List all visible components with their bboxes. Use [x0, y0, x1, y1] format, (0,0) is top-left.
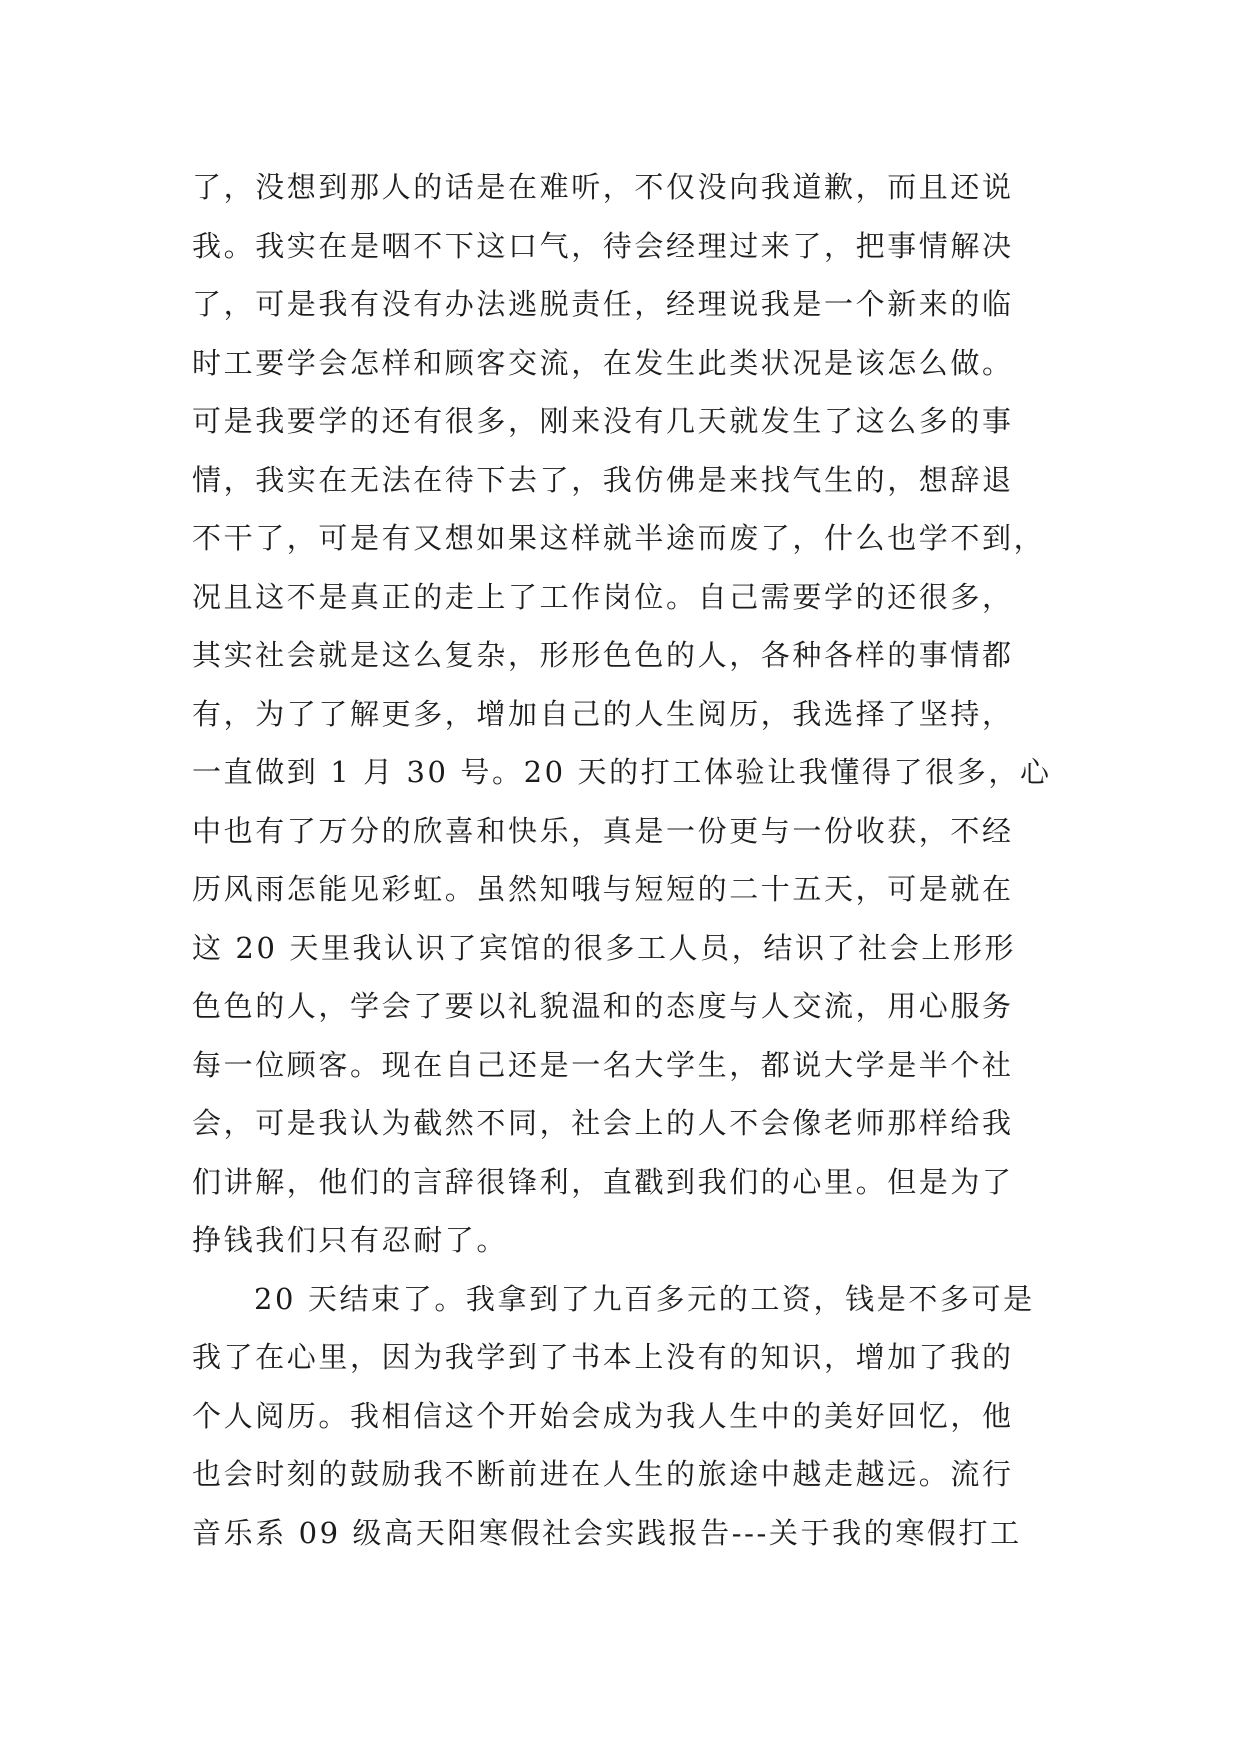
text-line: 有，为了了解更多，增加自己的人生阅历，我选择了坚持， [192, 696, 1014, 731]
text-line: 况且这不是真正的走上了工作岗位。自己需要学的还很多， [192, 579, 1014, 614]
text-line: 情，我实在无法在待下去了，我仿佛是来找气生的，想辞退 [192, 462, 1014, 497]
text-line: 也会时刻的鼓励我不断前进在人生的旅途中越走越远。流行 [192, 1457, 1014, 1491]
text-line: 我了在心里，因为我学到了书本上没有的知识，增加了我的 [192, 1340, 1014, 1374]
text-line: 可是我要学的还有很多，刚来没有几天就发生了这么多的事 [192, 404, 1014, 438]
text-line: 们讲解，他们的言辞很锋利，直戳到我们的心里。但是为了 [192, 1164, 1014, 1199]
text-line: 挣钱我们只有忍耐了。 [192, 1223, 509, 1257]
paragraph-start-line: 20 天结束了。我拿到了九百多元的工资，钱是不多可是 [254, 1281, 1035, 1316]
body-text [192, 158, 1072, 1562]
text-line: 音乐系 09 级高天阳寒假社会实践报告---关于我的寒假打工 [192, 1515, 1022, 1550]
text-line: 历风雨怎能见彩虹。虽然知哦与短短的二十五天，可是就在 [192, 872, 1014, 906]
text-line: 这 20 天里我认识了宾馆的很多工人员，结识了社会上形形 [192, 930, 1017, 965]
text-line: 色色的人，学会了要以礼貌温和的态度与人交流，用心服务 [192, 989, 1014, 1023]
text-line: 其实社会就是这么复杂，形形色色的人，各种各样的事情都 [192, 638, 1014, 672]
text-line: 我。我实在是咽不下这口气，待会经理过来了，把事情解决 [192, 228, 1014, 263]
text-line: 中也有了万分的欣喜和快乐，真是一份更与一份收获，不经 [192, 813, 1014, 848]
text-line: 个人阅历。我相信这个开始会成为我人生中的美好回忆，他 [192, 1398, 1014, 1433]
text-line: 每一位顾客。现在自己还是一名大学生，都说大学是半个社 [192, 1047, 1014, 1082]
text-line: 了，可是我有没有办法逃脱责任，经理说我是一个新来的临 [192, 287, 1014, 321]
text-line: 一直做到 1 月 30 号。20 天的打工体验让我懂得了很多，心 [192, 755, 1052, 789]
text-line: 会，可是我认为截然不同，社会上的人不会像老师那样给我 [192, 1106, 1014, 1140]
text-line: 时工要学会怎样和顾客交流，在发生此类状况是该怎么做。 [192, 345, 1014, 380]
text-line: 了，没想到那人的话是在难听，不仅没向我道歉，而且还说 [192, 170, 1014, 204]
text-line: 不干了，可是有又想如果这样就半途而废了，什么也学不到， [192, 521, 1046, 555]
